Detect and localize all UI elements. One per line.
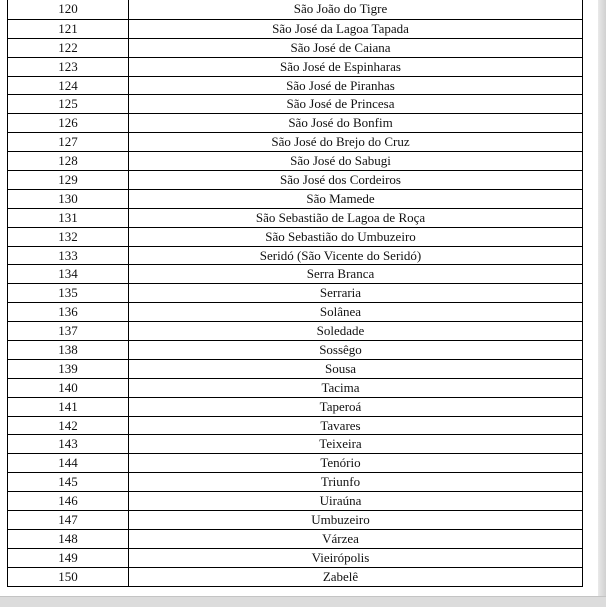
municipality-name-cell: São José do Sabugi — [290, 153, 391, 169]
row-number-cell: 124 — [8, 77, 129, 95]
table-row — [8, 302, 582, 321]
municipality-name-cell: São José de Caiana — [290, 39, 391, 55]
municipality-table — [7, 0, 583, 587]
row-number-cell: 141 — [8, 398, 129, 416]
table-row — [8, 246, 582, 265]
municipality-name-cell: Serraria — [319, 285, 362, 301]
table-row — [8, 491, 582, 510]
municipality-name-cell: Sossêgo — [319, 342, 362, 358]
row-number-cell: 123 — [8, 58, 129, 76]
table-row — [8, 434, 582, 453]
municipality-name-cell: Seridó (São Vicente do Seridó) — [259, 247, 422, 263]
municipality-name-cell: São José do Bonfim — [288, 115, 393, 131]
table-row — [8, 397, 582, 416]
table-row — [8, 283, 582, 302]
row-number-cell: 137 — [8, 322, 129, 340]
row-number-cell: 126 — [8, 114, 129, 132]
row-number-cell: 127 — [8, 133, 129, 151]
row-number-cell: 144 — [8, 454, 129, 472]
row-number-cell: 143 — [8, 435, 129, 453]
municipality-name-cell: São José do Brejo do Cruz — [271, 134, 410, 150]
table-row — [8, 340, 582, 359]
municipality-name-cell: São José de Piranhas — [286, 77, 395, 93]
table-row — [8, 76, 582, 95]
table-row — [8, 227, 582, 246]
table-row — [8, 170, 582, 189]
table-row — [8, 472, 582, 491]
table-row — [8, 0, 582, 19]
table-row — [8, 321, 582, 340]
table-row — [8, 113, 582, 132]
table-row — [8, 208, 582, 227]
municipality-name-cell: Zabelê — [322, 568, 359, 584]
row-number-cell: 132 — [8, 228, 129, 246]
row-number-cell: 129 — [8, 171, 129, 189]
table-row — [8, 38, 582, 57]
row-number-cell: 125 — [8, 95, 129, 113]
row-number-cell: 139 — [8, 360, 129, 378]
row-number-cell: 121 — [8, 20, 129, 38]
table-row — [8, 529, 582, 548]
page-right-edge — [598, 0, 606, 596]
municipality-name-cell: São Sebastião de Lagoa de Roça — [255, 209, 426, 225]
municipality-name-cell: Uiraúna — [319, 493, 362, 509]
row-number-cell: 138 — [8, 341, 129, 359]
row-number-cell: 150 — [8, 568, 129, 586]
municipality-name-cell: Tacima — [321, 379, 360, 395]
table-row — [8, 453, 582, 472]
row-number-cell: 134 — [8, 265, 129, 283]
row-number-cell: 133 — [8, 247, 129, 265]
municipality-name-cell: São José da Lagoa Tapada — [272, 20, 409, 36]
table-row — [8, 378, 582, 397]
municipality-name-cell: Sousa — [324, 360, 357, 376]
municipality-name-cell: Várzea — [322, 530, 359, 546]
municipality-name-cell: Soledade — [316, 323, 365, 339]
row-number-cell: 135 — [8, 284, 129, 302]
municipality-name-cell: São José de Espinharas — [280, 58, 401, 74]
municipality-name-cell: Solânea — [319, 304, 362, 320]
municipality-name-cell: Serra Branca — [306, 266, 375, 282]
municipality-name-cell: Taperoá — [319, 398, 362, 414]
municipality-name-cell: São Mamede — [306, 190, 375, 206]
municipality-name-cell: São José de Princesa — [286, 96, 395, 112]
municipality-name-cell: Tenório — [320, 455, 361, 471]
table-row — [8, 94, 582, 113]
table-row — [8, 151, 582, 170]
table-row — [8, 132, 582, 151]
row-number-cell: 136 — [8, 303, 129, 321]
table-row — [8, 264, 582, 283]
table-row — [8, 57, 582, 76]
table-row — [8, 19, 582, 38]
municipality-name-cell: Umbuzeiro — [311, 512, 370, 528]
municipality-name-cell: São José dos Cordeiros — [280, 172, 401, 188]
row-number-cell: 120 — [8, 0, 129, 19]
table-row — [8, 359, 582, 378]
municipality-name-cell: Tavares — [320, 417, 361, 433]
row-number-cell: 130 — [8, 190, 129, 208]
row-number-cell: 145 — [8, 473, 129, 491]
municipality-name-cell: São João do Tigre — [293, 1, 388, 16]
row-number-cell: 131 — [8, 209, 129, 227]
row-number-cell: 142 — [8, 417, 129, 435]
municipality-name-cell: Vieirópolis — [311, 549, 370, 565]
table-row — [8, 189, 582, 208]
row-number-cell: 149 — [8, 549, 129, 567]
row-number-cell: 122 — [8, 39, 129, 57]
table-row — [8, 567, 582, 586]
municipality-name-cell: Triunfo — [320, 474, 361, 490]
viewer-bottom-bar — [0, 596, 606, 607]
row-number-cell: 148 — [8, 530, 129, 548]
table-row — [8, 416, 582, 435]
table-row — [8, 510, 582, 529]
row-number-cell: 140 — [8, 379, 129, 397]
row-number-cell: 146 — [8, 492, 129, 510]
row-number-cell: 147 — [8, 511, 129, 529]
table-row — [8, 548, 582, 567]
municipality-name-cell: Teixeira — [319, 436, 362, 452]
row-number-cell: 128 — [8, 152, 129, 170]
municipality-name-cell: São Sebastião do Umbuzeiro — [265, 228, 416, 244]
